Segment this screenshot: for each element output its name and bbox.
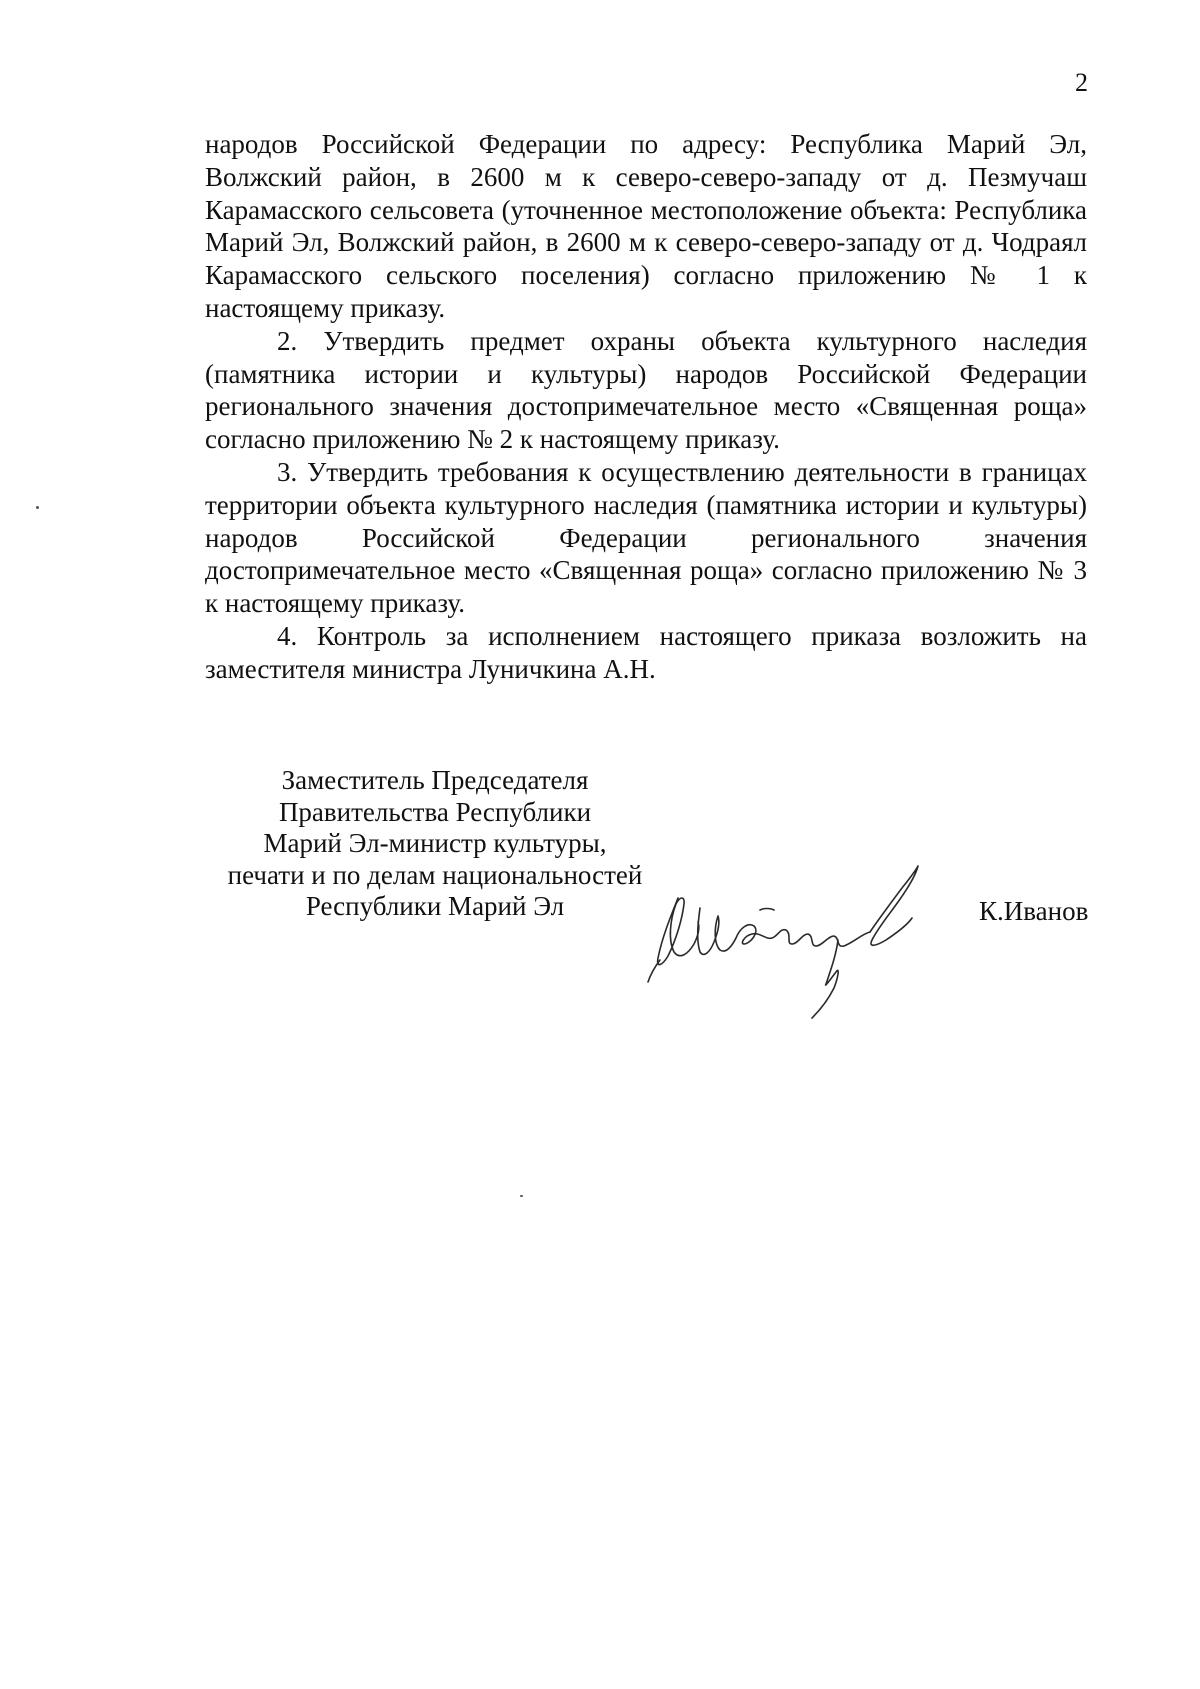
signer-position-block: [205, 765, 665, 923]
signer-position-line: Марий Эл-министр культуры,: [263, 828, 607, 858]
signer-position-line: печати и по делам национальностей: [227, 859, 643, 890]
paragraph-item-2: 2. Утвердить предмет охраны объекта культурного наследия (памятника истории и культуры) народов Российской Федерации регионального значения достопримечательное место «Священная роща» согласно приложению № 2 к настоящему приказу.: [205, 325, 1087, 455]
page-number: 2: [1075, 68, 1088, 97]
signer-position-line: Заместитель Председателя: [281, 765, 589, 795]
signer-name: К.Иванов: [979, 896, 1089, 926]
signer-position-line: Правительства Республики: [278, 796, 592, 827]
handwritten-signature: [640, 848, 980, 1026]
paragraph-item-3: 3. Утвердить требования к осуществлению деятельности в границах территории объекта культурного наследия (памятника истории и культуры) народов Российской Федерации регионального значения достопримечательное место «Священная роща» согласно приложению № 3 к настоящему приказу.: [205, 456, 1087, 619]
paragraph-continuation: народов Российской Федерации по адресу: Республика Марий Эл, Волжский район, в 2600 м к северо-северо-западу от д. Пезмучаш Карамасского сельсовета (уточненное местоположение объекта: Республика Марий Эл, Волжский район, в 2600 м к северо-северо-западу от д. Чодраял Карамасского сельского поселения) согласно приложению № 1 к настоящему приказу.: [205, 129, 1087, 323]
scan-artifact-dot: [36, 506, 39, 509]
signer-position-line: Республики Марий Эл: [305, 891, 565, 921]
order-body: [205, 128, 1087, 686]
scan-artifact-dot: [520, 1195, 523, 1197]
paragraph-item-4: 4. Контроль за исполнением настоящего приказа возложить на заместителя министра Луничкина А.Н.: [205, 620, 1087, 684]
